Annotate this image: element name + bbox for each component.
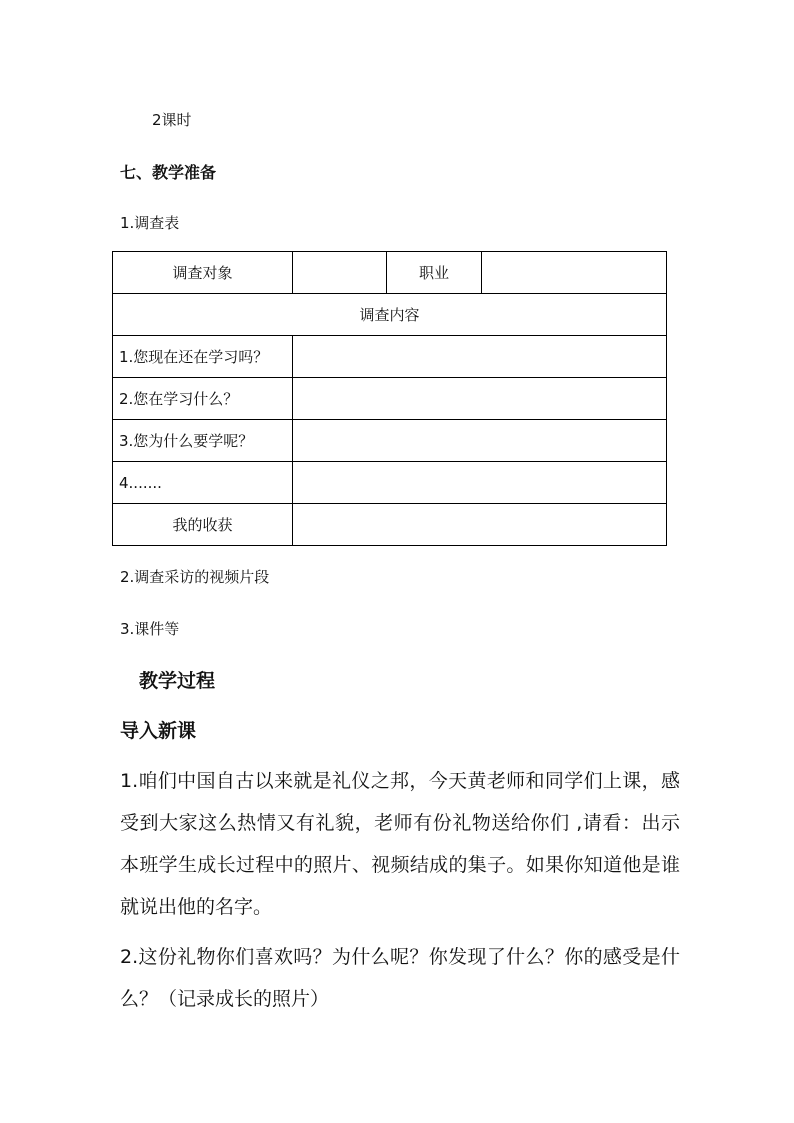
table-row xyxy=(113,504,667,546)
section-prep-title: 七、教学准备 xyxy=(120,163,217,182)
prep-item-1: 1.调查表 xyxy=(120,214,180,232)
class-hours: 2课时 xyxy=(152,111,192,129)
process-title: 教学过程 xyxy=(139,670,216,692)
answer-cell xyxy=(293,378,667,420)
question-cell: 1.您现在还在学习吗？ xyxy=(113,336,293,378)
survey-table xyxy=(112,251,667,546)
table-row xyxy=(113,420,667,462)
table-row xyxy=(113,336,667,378)
prep-item-2: 2.调查采访的视频片段 xyxy=(120,568,270,586)
intro-title: 导入新课 xyxy=(120,720,197,742)
paragraph-2: 2.这份礼物你们喜欢吗？为什么呢？你发现了什么？你的感受是什么？（记录成长的照片） xyxy=(120,946,680,1010)
table-row xyxy=(113,252,667,294)
answer-cell xyxy=(293,462,667,504)
answer-cell xyxy=(293,420,667,462)
question-cell: 3.您为什么要学呢？ xyxy=(113,420,293,462)
table-row xyxy=(113,294,667,336)
answer-cell xyxy=(293,336,667,378)
subject-label: 调查对象 xyxy=(113,252,293,294)
harvest-label: 我的收获 xyxy=(113,504,293,546)
subject-value-cell xyxy=(293,252,387,294)
table-row xyxy=(113,462,667,504)
content-header: 调查内容 xyxy=(113,294,667,336)
job-label: 职业 xyxy=(387,252,482,294)
harvest-value-cell xyxy=(293,504,667,546)
question-cell: 4....... xyxy=(113,462,293,504)
prep-item-3: 3.课件等 xyxy=(120,620,180,638)
question-cell: 2.您在学习什么？ xyxy=(113,378,293,420)
job-value-cell xyxy=(482,252,667,294)
paragraph-1: 1.咱们中国自古以来就是礼仪之邦，今天黄老师和同学们上课，感受到大家这么热情又有礼貌，老师有份礼物送给你们 ,请看：出示本班学生成长过程中的照片、视频结成的集子。如果你知道他是谁就说出他的名字。 xyxy=(120,770,680,918)
table-row xyxy=(113,378,667,420)
